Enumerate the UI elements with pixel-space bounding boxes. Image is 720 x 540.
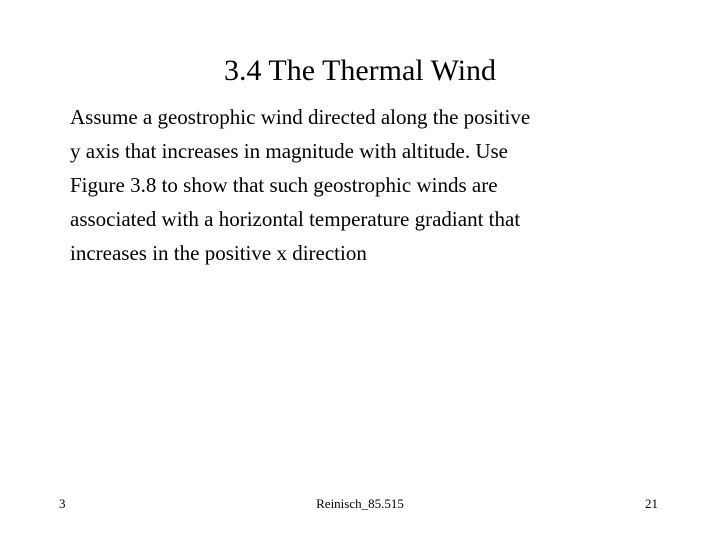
body-line: Figure 3.8 to show that such geostrophic winds are (70, 173, 498, 197)
body-line: increases in the positive x direction (70, 241, 367, 265)
body-line: associated with a horizontal temperature gradiant that (70, 207, 521, 231)
body-line: Assume a geostrophic wind directed along the positive (70, 105, 531, 129)
footer-course: Reinisch_85.515 (316, 496, 404, 511)
slide-title: 3.4 The Thermal Wind (223, 54, 497, 87)
body-line: y axis that increases in magnitude with altitude. Use (70, 139, 508, 163)
slide-body (70, 100, 630, 270)
footer-date: 3 (59, 496, 66, 511)
slide-number: 21 (645, 496, 658, 511)
